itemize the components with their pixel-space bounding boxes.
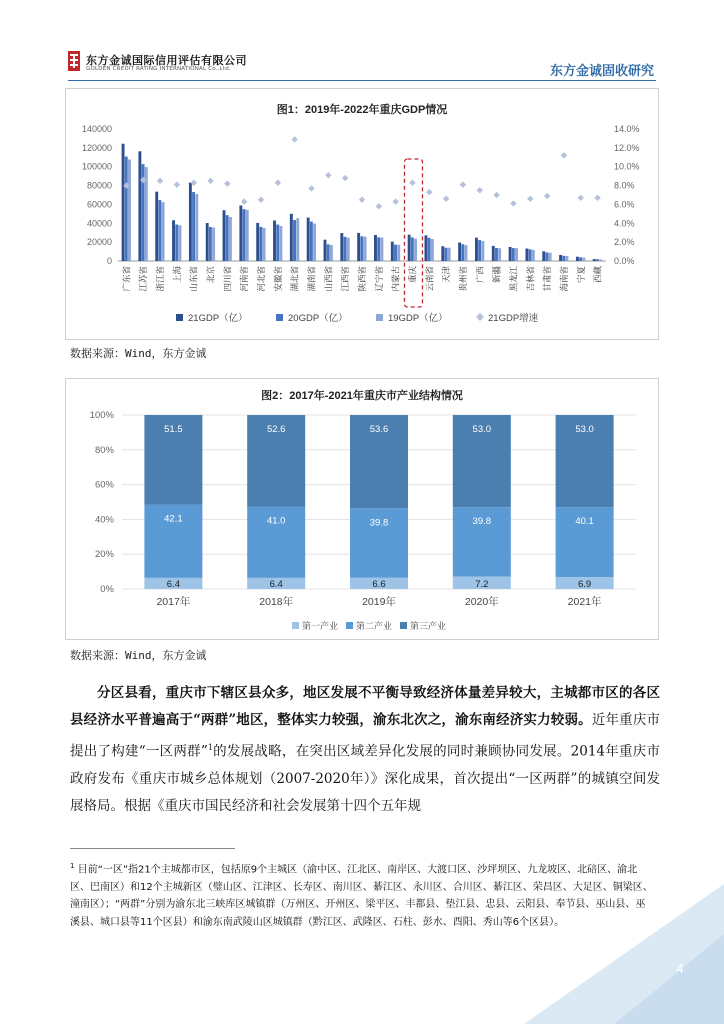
chart1-growth-point [527, 196, 533, 202]
chart1-bar [128, 159, 131, 261]
chart1-x-tick: 广东省 [121, 266, 132, 292]
footnote-marker: 1 [70, 862, 75, 870]
chart1-x-tick: 北京 [205, 266, 216, 284]
chart1-bar [158, 200, 161, 261]
chart1-bar [360, 236, 363, 261]
chart1-bar [178, 225, 181, 261]
chart1-bar [441, 246, 444, 261]
chart1-bar [461, 244, 464, 261]
chart1-bar [327, 244, 330, 261]
chart1-x-tick: 上海 [171, 266, 182, 284]
chart1-growth-point [275, 180, 281, 186]
chart1-legend-label: 20GDP（亿） [288, 313, 348, 324]
chart1-bar [576, 257, 579, 261]
chart1-bar [593, 259, 596, 261]
chart1-bar [408, 235, 411, 261]
chart1-bar [138, 151, 141, 261]
paragraph-bold-lead: 分区县看，重庆市下辖区县众多，地区发展不平衡导致经济体量差异较大，主城都市区的各区县经济水平普遍高于“两群”地区，整体实力较强，渝东北次之，渝东南经济实力较弱。 [70, 685, 660, 728]
chart1-bar [596, 259, 599, 261]
chart1-bar [189, 183, 192, 261]
chart1-bar [425, 235, 428, 261]
chart2-y-tick: 40% [94, 514, 114, 526]
chart1-bar [582, 257, 585, 261]
chart1-bar [276, 225, 279, 261]
chart2-data-label: 39.8 [472, 516, 492, 528]
chart1-bar [155, 192, 158, 261]
chart1-x-tick: 山西省 [323, 266, 334, 292]
chart1-bar [206, 223, 209, 261]
chart1-growth-point [544, 193, 550, 199]
chart1-bar [559, 255, 562, 261]
chart1-growth-point [325, 172, 331, 178]
chart1-bar [492, 246, 495, 261]
chart1-yleft-tick: 60000 [86, 199, 112, 210]
chart1-x-tick: 海南省 [558, 266, 569, 292]
chart1-bar [394, 245, 397, 261]
chart2-y-tick: 80% [94, 444, 114, 456]
chart1-bar [259, 227, 262, 261]
chart1-x-tick: 陕西省 [357, 266, 367, 292]
chart1-growth-point [359, 197, 365, 203]
chart1-x-tick: 湖南省 [306, 266, 317, 292]
chart1-x-tick: 黑龙江 [508, 266, 519, 292]
chart1-growth-point [157, 178, 163, 184]
chart2-data-label: 6.9 [577, 579, 592, 590]
chart2-legend-swatch [400, 622, 407, 629]
chart1-x-tick: 山东省 [188, 266, 199, 292]
chart1-growth-point [258, 197, 264, 203]
chart1-bar [515, 248, 518, 261]
chart1-growth-point [578, 195, 584, 201]
brand-name-cn: 东方金诚国际信用评估有限公司 [86, 54, 247, 67]
chart1-yright-tick: 14.0% [614, 124, 640, 134]
chart1-bar [478, 240, 481, 261]
chart1-x-tick: 云南省 [424, 266, 435, 292]
chart1-x-tick: 河北省 [256, 266, 267, 292]
chart2-data-label: 53.6 [369, 424, 389, 435]
chart1-bar [330, 245, 333, 261]
chart1-x-tick: 内蒙古 [390, 266, 401, 292]
chart1-growth-point [561, 152, 567, 158]
chart2-x-tick: 2020年 [464, 596, 499, 608]
chart1-bar [512, 248, 515, 261]
chart1-bar [414, 239, 417, 261]
chart1-bar [498, 248, 501, 261]
chart1-yright-tick: 12.0% [614, 142, 640, 153]
chart1-yright-tick: 2.0% [614, 237, 635, 248]
chart1-bar [532, 250, 535, 261]
chart1-yright-tick: 10.0% [614, 161, 640, 172]
header-title: 东方金诚固收研究 [549, 64, 654, 79]
chart2-x-tick: 2019年 [362, 596, 396, 608]
company-logo-icon [68, 51, 80, 71]
chart1-bar [223, 210, 226, 261]
chart1-x-tick: 宁夏 [575, 266, 586, 284]
chart1-bar [549, 253, 552, 261]
chart1-bar [397, 245, 400, 261]
chart1-bar [256, 223, 259, 261]
chart1-legend-label: 19GDP（亿） [388, 313, 448, 324]
chart1-growth-point [510, 200, 516, 206]
chart1-yright-tick: 8.0% [614, 180, 635, 191]
chart1-growth-point [443, 196, 449, 202]
chart1-growth-point [342, 175, 348, 181]
chart1-growth-point [376, 203, 382, 209]
chart1-yright-tick: 6.0% [614, 199, 635, 210]
chart1-bar [495, 248, 498, 261]
chart1-growth-point [477, 187, 483, 193]
chart1-source: 数据来源：Wind，东方金诚 [70, 347, 207, 360]
chart1-growth-point [460, 181, 466, 187]
footnote-text: 目前“一区”指21个主城都市区，包括原9个主城区（渝中区、江北区、南岸区、大渡口区、沙坪坝区、九龙坡区、北碚区、渝北区、巴南区）和12个主城新区（璧山区、江津区、长寿区、南川区、綦江区、永川区、合川区、綦江区、荣昌区、大足区、铜梁区、潼南区）；“两群”分别为渝东北三峡库区城镇群（万州区、开州区、梁平区、丰都县、垫江县、忠县、云阳县、奉节县、巫山县、巫溪县、城口县等11个区县）和渝东南武陵山区城镇群（黔江区、武隆区、石柱、彭水、酉阳、秀山等6个区县）。 [70, 864, 653, 928]
chart1-bar [172, 220, 175, 261]
chart2-x-tick: 2018年 [259, 596, 294, 608]
chart1-bar [445, 248, 448, 261]
chart1-x-tick: 江西省 [340, 266, 351, 292]
chart1-bar [599, 259, 602, 261]
chart2-data-label: 7.2 [475, 579, 489, 590]
chart1-growth-point [291, 136, 297, 142]
chart1-growth-point [174, 181, 180, 187]
chart1-yright-tick: 4.0% [614, 218, 635, 229]
industry-structure-chart [66, 379, 658, 639]
industry-chart-panel [65, 378, 659, 640]
chart2-legend-label: 第一产业 [302, 621, 339, 631]
chart1-bar [226, 215, 229, 261]
chart1-legend-swatch [476, 313, 484, 321]
chart1-x-tick: 安徽省 [272, 266, 283, 292]
chart2-y-tick: 100% [89, 410, 114, 421]
chart2-title: 图2：2017年-2021年重庆市产业结构情况 [261, 390, 463, 402]
corner-decoration [504, 884, 724, 1024]
chart1-bar [122, 144, 125, 261]
paragraph-text-2: 的发展战略，在突出区域差异化发展的同时兼顾协同发展。2014年重庆市政府发布《重庆市城乡总体规划（2007-2020年）》深化成果，首次提出“一区两群”的城镇空间发展格局。根据《重庆市国民经济和社会发展第十四个五年规 [70, 743, 660, 814]
chart2-legend-swatch [346, 622, 353, 629]
chart1-bar [293, 220, 296, 261]
chart1-bar [357, 233, 360, 261]
chart2-legend-swatch [292, 622, 299, 629]
chart1-x-tick: 河南省 [239, 266, 250, 292]
chart1-growth-point [224, 180, 230, 186]
chart1-bar [364, 237, 367, 261]
gdp-chart-panel [65, 88, 659, 340]
chart1-bar [509, 247, 512, 261]
chart2-data-label: 6.4 [166, 579, 181, 590]
chart1-bar [243, 209, 246, 261]
chart1-bar [310, 222, 313, 261]
chart1-x-tick: 天津 [441, 266, 452, 284]
chart2-x-tick: 2021年 [567, 596, 602, 608]
chart1-bar [448, 248, 451, 261]
chart1-growth-point [308, 185, 314, 191]
paragraph-text-1: 近年重庆市提出了构建“一区两群” [70, 712, 661, 760]
chart1-bar [313, 224, 316, 261]
chart1-growth-point [594, 195, 600, 201]
chart1-bar [542, 251, 545, 261]
chart2-data-label: 41.0 [266, 515, 286, 527]
chart1-bar [125, 157, 128, 261]
chart1-yleft-tick: 0 [106, 256, 112, 266]
chart1-bar [411, 237, 414, 261]
chart1-growth-point [207, 178, 213, 184]
chart1-bar [465, 245, 468, 261]
chart1-bar [391, 242, 394, 261]
footnote-ref[interactable]: 1 [207, 743, 213, 752]
chart1-bar [246, 210, 249, 261]
chart1-legend-label: 21GDP增速 [488, 313, 539, 324]
chart2-legend-label: 第二产业 [356, 621, 393, 631]
chart1-bar [529, 249, 532, 261]
chart1-bar [145, 167, 148, 261]
chart1-yleft-tick: 140000 [81, 124, 112, 134]
chart2-legend-label: 第三产业 [410, 621, 447, 631]
chart1-x-tick: 四川省 [222, 266, 233, 292]
chart1-bar [175, 225, 178, 261]
chart1-bar [307, 218, 310, 261]
footnote-divider [70, 848, 235, 849]
chart1-x-tick: 湖北省 [289, 266, 300, 292]
chart1-bar [263, 228, 266, 261]
chart1-bar [458, 243, 461, 261]
chart1-bar [192, 192, 195, 261]
chart1-x-tick: 西藏 [592, 266, 603, 284]
chart2-data-label: 53.0 [472, 424, 492, 435]
chart2-data-label: 53.0 [575, 424, 594, 435]
chart1-bar [229, 217, 232, 261]
chart1-bar [566, 256, 569, 261]
chart1-bar [579, 257, 582, 261]
chart1-yleft-tick: 20000 [86, 237, 112, 248]
chart1-bar [344, 237, 347, 261]
chart1-bar [431, 239, 434, 261]
chart1-x-tick: 广西 [474, 266, 485, 284]
chart1-bar [562, 256, 565, 261]
chart1-legend-swatch [176, 314, 183, 321]
chart1-x-tick: 贵州省 [457, 266, 468, 292]
chart1-bar [428, 238, 431, 261]
brand-name-en: GOLDEN CREDIT RATING INTERNATIONAL Co.,Ltd. [86, 66, 231, 72]
gdp-chart [66, 89, 658, 339]
chart1-bar [475, 238, 478, 261]
chart1-x-tick: 新疆 [491, 266, 502, 284]
chart1-bar [546, 252, 549, 261]
chart1-growth-point [409, 180, 415, 186]
chart1-x-tick: 浙江省 [155, 266, 166, 292]
chart1-bar [296, 218, 299, 261]
chart1-yleft-tick: 100000 [81, 161, 112, 172]
chart1-bar [340, 233, 343, 261]
chart1-yleft-tick: 80000 [86, 180, 112, 191]
chart1-x-tick: 重庆 [407, 266, 418, 284]
chart2-data-label: 52.6 [266, 424, 286, 435]
chart1-bar [239, 205, 242, 261]
chart1-growth-point [493, 192, 499, 198]
chart1-bar [212, 228, 215, 261]
chart1-growth-point [241, 198, 247, 204]
header-divider [68, 80, 656, 81]
chart2-y-tick: 0% [100, 584, 114, 595]
chart1-bar [374, 235, 377, 261]
chart2-data-label: 6.4 [269, 579, 283, 590]
chart2-source: 数据来源：Wind，东方金诚 [70, 649, 207, 662]
chart1-x-tick: 吉林省 [525, 266, 536, 292]
chart1-legend-swatch [276, 314, 283, 321]
chart1-bar [525, 249, 528, 261]
chart1-bar [195, 194, 198, 261]
chart1-bar [377, 237, 380, 261]
chart2-y-tick: 60% [94, 479, 114, 491]
chart2-x-tick: 2017年 [156, 596, 191, 608]
chart1-growth-point [426, 189, 432, 195]
chart2-data-label: 39.8 [369, 517, 389, 529]
chart2-y-tick: 20% [94, 549, 114, 561]
chart2-data-label: 51.5 [164, 424, 183, 435]
chart1-bar [347, 238, 350, 261]
chart1-legend-swatch [376, 314, 383, 321]
chart1-bar [273, 220, 276, 261]
chart1-growth-point [392, 198, 398, 204]
chart1-x-tick: 江苏省 [138, 266, 149, 292]
chart1-legend-label: 21GDP（亿） [188, 313, 248, 324]
chart1-title: 图1：2019年-2022年重庆GDP情况 [276, 104, 448, 116]
chart1-yleft-tick: 40000 [86, 218, 112, 229]
chart2-data-label: 40.1 [575, 516, 594, 528]
chart1-bar [279, 226, 282, 261]
body-paragraph [70, 680, 660, 820]
chart1-yright-tick: 0.0% [614, 256, 635, 266]
chart1-bar [380, 238, 383, 261]
chart1-bar [209, 227, 212, 261]
chart2-data-label: 6.6 [372, 579, 386, 590]
chart1-bar [481, 241, 484, 261]
chart2-data-label: 42.1 [164, 513, 183, 525]
chart1-x-tick: 甘肃省 [542, 266, 553, 292]
chart1-x-tick: 辽宁省 [373, 266, 384, 292]
chart1-bar [324, 240, 327, 261]
chart1-yleft-tick: 120000 [81, 142, 112, 153]
chart1-bar [290, 214, 293, 261]
chart1-bar [162, 202, 165, 261]
page-number: 4 [676, 962, 684, 976]
